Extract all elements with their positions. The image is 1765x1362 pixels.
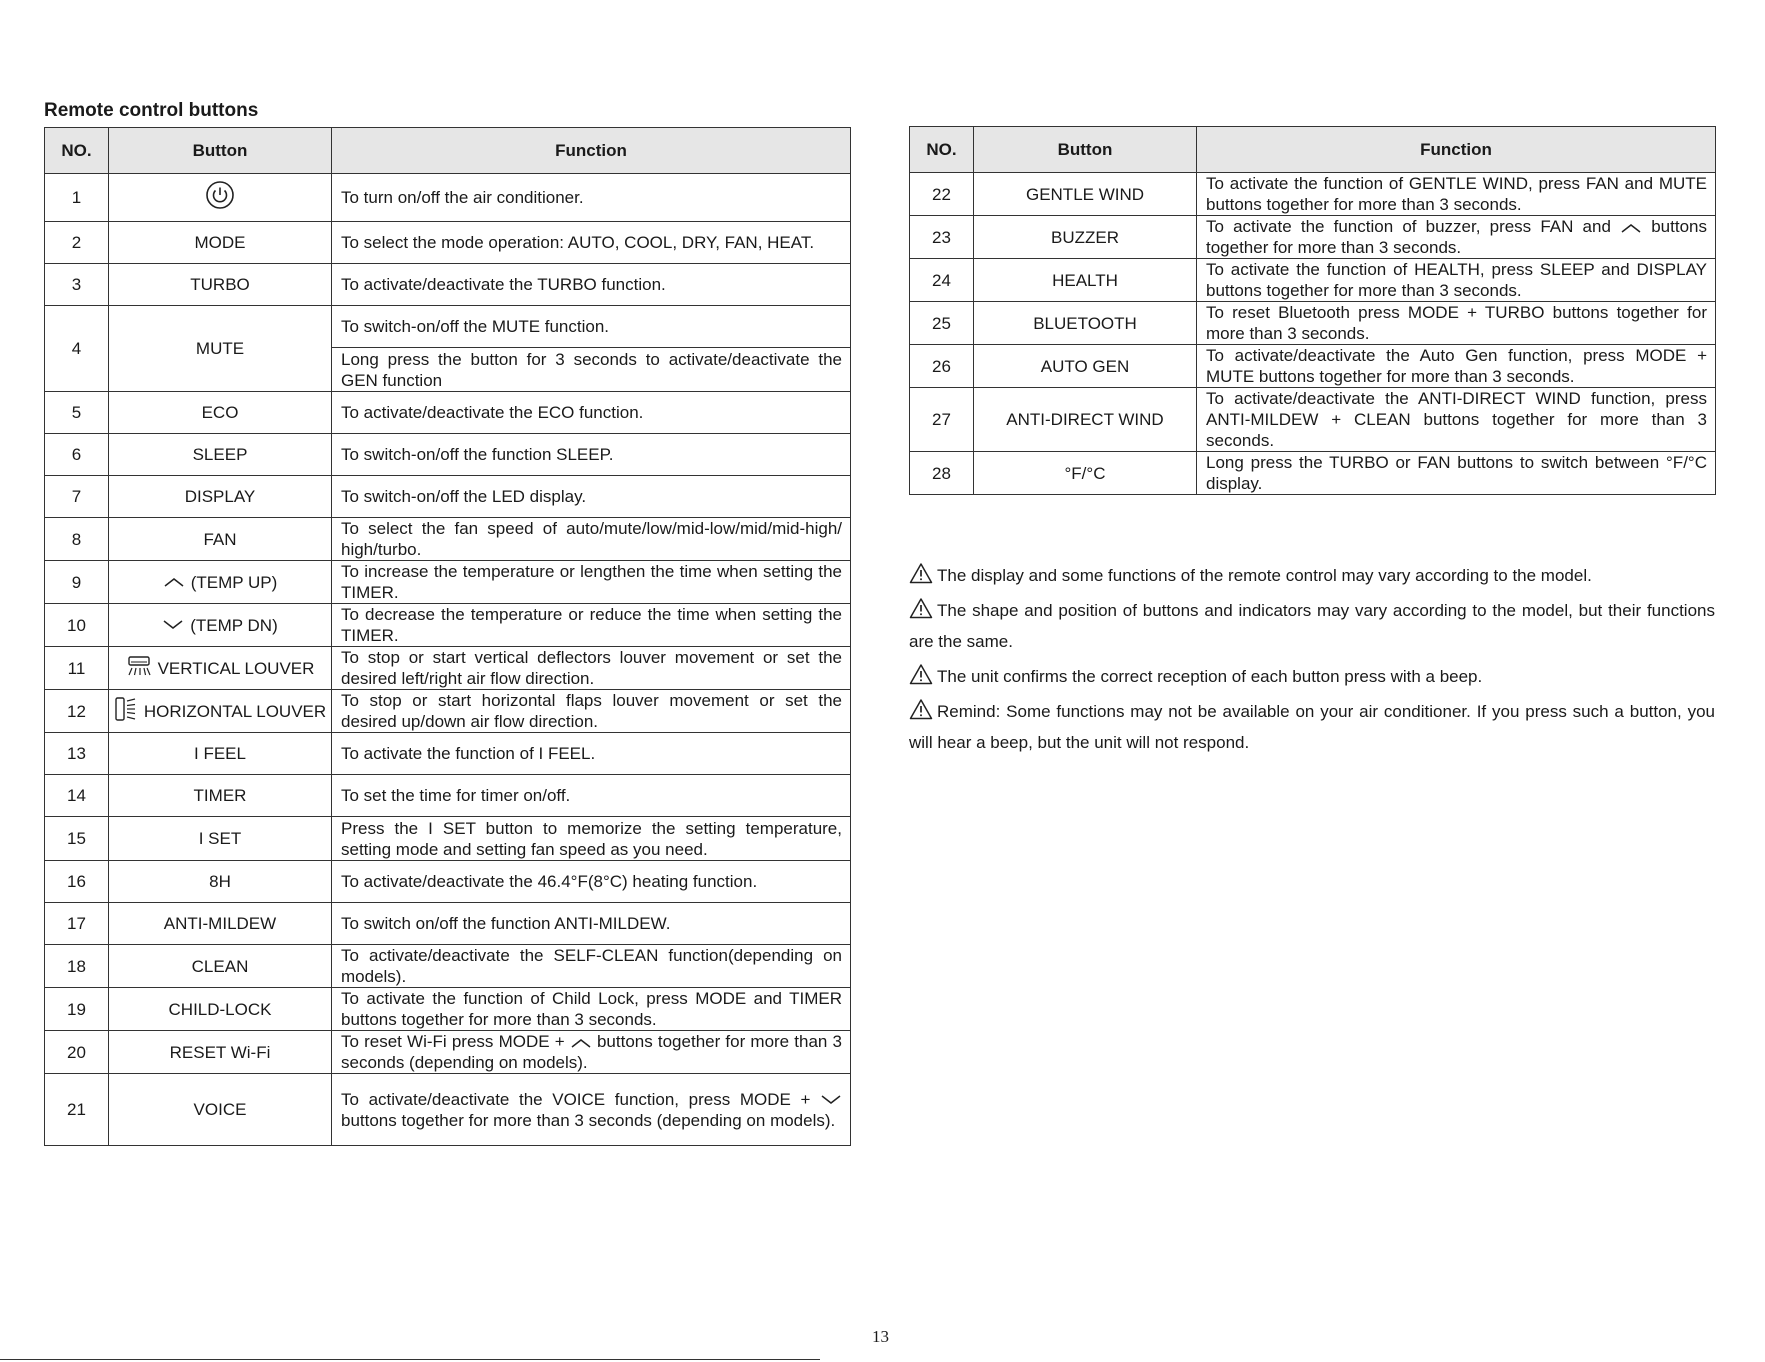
table-row <box>45 647 851 690</box>
button-name <box>109 690 332 733</box>
row-number: 23 <box>910 216 974 259</box>
table-row <box>910 259 1716 302</box>
function-description: To switch on/off the function ANTI-MILDEW. <box>332 903 851 945</box>
button-label: (TEMP DN) <box>190 616 278 635</box>
function-description: To set the time for timer on/off. <box>332 775 851 817</box>
button-name <box>109 988 332 1031</box>
button-label: ECO <box>201 403 239 423</box>
warning-icon <box>909 597 933 619</box>
warning-icon <box>909 663 933 685</box>
table-row <box>45 733 851 775</box>
row-number: 19 <box>45 988 109 1031</box>
button-name <box>109 306 332 392</box>
function-description: To reset Wi-Fi press MODE + buttons together for more than 3 seconds (depending on models). <box>332 1031 851 1074</box>
row-number: 27 <box>910 388 974 452</box>
button-name <box>109 647 332 690</box>
button-name <box>109 518 332 561</box>
table-row <box>910 345 1716 388</box>
button-name <box>109 174 332 222</box>
button-label: AUTO GEN <box>1040 357 1130 376</box>
table-row <box>45 1031 851 1074</box>
note-text: Remind: Some functions may not be available on your air conditioner. If you press such a button, you will hear a beep, but the unit will not respond. <box>909 702 1715 752</box>
table-row <box>45 604 851 647</box>
table-row <box>45 222 851 264</box>
table-row <box>45 518 851 561</box>
table-row <box>45 264 851 306</box>
table-header-row <box>45 128 851 174</box>
note-item <box>909 696 1715 758</box>
button-label: DISPLAY <box>184 487 256 507</box>
horizontal-louver-icon <box>114 696 138 727</box>
row-number: 12 <box>45 690 109 733</box>
remote-buttons-table-left <box>44 127 851 1146</box>
function-description: To activate the function of buzzer, press FAN and buttons together for more than 3 seconds. <box>1197 216 1716 259</box>
table-header-row <box>910 127 1716 173</box>
button-label: TIMER <box>193 786 247 806</box>
function-description: To activate/deactivate the VOICE function, press MODE + buttons together for more than 3 seconds (depending on models). <box>332 1074 851 1146</box>
button-label: (TEMP UP) <box>190 573 278 592</box>
row-number: 25 <box>910 302 974 345</box>
button-label: VERTICAL LOUVER <box>157 658 315 678</box>
table-row <box>910 302 1716 345</box>
note-text: The display and some functions of the remote control may vary according to the model. <box>937 566 1592 585</box>
remote-buttons-table-right <box>909 126 1716 495</box>
warning-icon <box>909 698 933 720</box>
button-name <box>109 604 332 647</box>
header-no: NO. <box>910 127 974 173</box>
function-description: Press the I SET button to memorize the setting temperature, setting mode and setting fan speed as you need. <box>332 817 851 861</box>
button-name <box>109 476 332 518</box>
table-row <box>45 903 851 945</box>
button-label: FAN <box>203 530 237 549</box>
row-number: 20 <box>45 1031 109 1074</box>
row-number: 4 <box>45 306 109 392</box>
row-number: 6 <box>45 434 109 476</box>
function-description: To select the mode operation: AUTO, COOL, DRY, FAN, HEAT. <box>332 222 851 264</box>
function-description: To increase the temperature or lengthen the time when setting the TIMER. <box>332 561 851 604</box>
note-item <box>909 595 1715 657</box>
button-name <box>974 388 1197 452</box>
row-number: 24 <box>910 259 974 302</box>
button-label: VOICE <box>193 1100 247 1120</box>
page-title: Remote control buttons <box>44 100 259 121</box>
table-row <box>45 988 851 1031</box>
button-label: GENTLE WIND <box>1025 185 1145 204</box>
function-description: To activate the function of HEALTH, press SLEEP and DISPLAY buttons together for more than 3 seconds. <box>1197 259 1716 302</box>
button-label: SLEEP <box>192 445 248 465</box>
function-description: Long press the TURBO or FAN buttons to switch between °F/°C display. <box>1197 452 1716 495</box>
row-number: 17 <box>45 903 109 945</box>
table-row <box>45 561 851 604</box>
header-button: Button <box>109 128 332 174</box>
table-row <box>910 388 1716 452</box>
function-description: To activate/deactivate the ECO function. <box>332 392 851 434</box>
button-name <box>109 222 332 264</box>
function-description: To activate/deactivate the TURBO function. <box>332 264 851 306</box>
button-label: I SET <box>198 829 242 849</box>
table-row <box>45 392 851 434</box>
button-label: CHILD-LOCK <box>168 1000 272 1019</box>
button-label: MUTE <box>195 339 245 359</box>
table-row <box>45 690 851 733</box>
note-item <box>909 661 1715 692</box>
button-label: ANTI-MILDEW <box>163 914 277 934</box>
row-number: 9 <box>45 561 109 604</box>
table-row <box>910 216 1716 259</box>
table-row <box>45 476 851 518</box>
button-label: TURBO <box>190 275 250 295</box>
row-number: 18 <box>45 945 109 988</box>
row-number: 14 <box>45 775 109 817</box>
button-label: ANTI-DIRECT WIND <box>1006 410 1164 430</box>
function-description: To activate/deactivate the 46.4°F(8°C) heating function. <box>332 861 851 903</box>
function-description: To switch-on/off the function SLEEP. <box>332 434 851 476</box>
button-name <box>109 1031 332 1074</box>
button-label: HORIZONTAL LOUVER <box>143 701 327 721</box>
chevron-up-icon <box>570 1037 592 1049</box>
table-row <box>910 173 1716 216</box>
button-name <box>109 775 332 817</box>
row-number: 16 <box>45 861 109 903</box>
row-number: 13 <box>45 733 109 775</box>
row-number: 22 <box>910 173 974 216</box>
row-number: 11 <box>45 647 109 690</box>
button-name <box>109 861 332 903</box>
row-number: 15 <box>45 817 109 861</box>
button-name <box>974 345 1197 388</box>
button-label: MODE <box>194 233 246 253</box>
row-number: 10 <box>45 604 109 647</box>
header-no: NO. <box>45 128 109 174</box>
button-name <box>109 945 332 988</box>
button-label: RESET Wi-Fi <box>169 1043 271 1062</box>
button-label: HEALTH <box>1052 271 1118 290</box>
function-description: Long press the button for 3 seconds to activate/deactivate the GEN function <box>332 348 851 392</box>
function-description: To decrease the temperature or reduce the time when setting the TIMER. <box>332 604 851 647</box>
function-description: To switch-on/off the LED display. <box>332 476 851 518</box>
row-number: 21 <box>45 1074 109 1146</box>
page-number: 13 <box>872 1327 889 1346</box>
function-description: To switch-on/off the MUTE function. <box>332 306 851 348</box>
button-name <box>109 434 332 476</box>
table-row <box>45 817 851 861</box>
note-text: The unit confirms the correct reception of each button press with a beep. <box>937 667 1483 686</box>
function-description: To activate/deactivate the SELF-CLEAN function(depending on models). <box>332 945 851 988</box>
notes <box>909 560 1715 762</box>
chevron-down-icon <box>162 615 184 636</box>
button-name <box>974 452 1197 495</box>
button-label: BUZZER <box>1051 228 1119 247</box>
chevron-down-icon <box>820 1094 842 1106</box>
row-number: 2 <box>45 222 109 264</box>
button-label: °F/°C <box>1064 464 1106 483</box>
button-name <box>974 216 1197 259</box>
row-number: 3 <box>45 264 109 306</box>
row-number: 26 <box>910 345 974 388</box>
button-label: I FEEL <box>194 744 246 764</box>
header-function: Function <box>332 128 851 174</box>
button-name <box>109 561 332 604</box>
button-name <box>109 817 332 861</box>
chevron-up-icon <box>163 572 185 593</box>
vertical-louver-icon <box>126 655 152 682</box>
table-row <box>45 434 851 476</box>
button-label: CLEAN <box>191 957 249 976</box>
button-name <box>974 173 1197 216</box>
button-name <box>109 1074 332 1146</box>
row-number: 28 <box>910 452 974 495</box>
button-name <box>109 392 332 434</box>
function-description: To stop or start horizontal flaps louver movement or set the desired up/down air flow direction. <box>332 690 851 733</box>
button-name <box>109 264 332 306</box>
function-description: To stop or start vertical deflectors louver movement or set the desired left/right air flow direction. <box>332 647 851 690</box>
function-description: To activate the function of GENTLE WIND, press FAN and MUTE buttons together for more than 3 seconds. <box>1197 173 1716 216</box>
table-row <box>45 306 851 348</box>
row-number: 8 <box>45 518 109 561</box>
note-item <box>909 560 1715 591</box>
note-text: The shape and position of buttons and indicators may vary according to the model, but their functions are the same. <box>909 601 1715 651</box>
table-row <box>45 775 851 817</box>
function-description: To activate the function of I FEEL. <box>332 733 851 775</box>
table-row <box>45 945 851 988</box>
table-row <box>45 1074 851 1146</box>
button-name <box>109 903 332 945</box>
table-row <box>910 452 1716 495</box>
row-number: 7 <box>45 476 109 518</box>
function-description: To activate/deactivate the ANTI-DIRECT WIND function, press ANTI-MILDEW + CLEAN buttons together for more than 3 seconds. <box>1197 388 1716 452</box>
button-name <box>974 302 1197 345</box>
row-number: 1 <box>45 174 109 222</box>
header-button: Button <box>974 127 1197 173</box>
function-description: To turn on/off the air conditioner. <box>332 174 851 222</box>
power-icon <box>205 180 235 215</box>
button-label: BLUETOOTH <box>1033 314 1137 333</box>
header-function: Function <box>1197 127 1716 173</box>
row-number: 5 <box>45 392 109 434</box>
table-row <box>45 861 851 903</box>
function-description: To activate/deactivate the Auto Gen function, press MODE + MUTE buttons together for more than 3 seconds. <box>1197 345 1716 388</box>
button-name <box>109 733 332 775</box>
button-name <box>974 259 1197 302</box>
warning-icon <box>909 562 933 584</box>
table-row <box>45 174 851 222</box>
chevron-up-icon <box>1620 222 1642 234</box>
function-description: To select the fan speed of auto/mute/low/mid-low/mid/mid-high/ high/turbo. <box>332 518 851 561</box>
function-description: To reset Bluetooth press MODE + TURBO buttons together for more than 3 seconds. <box>1197 302 1716 345</box>
button-label: 8H <box>209 872 231 892</box>
bottom-rule <box>0 1359 820 1360</box>
function-description: To activate the function of Child Lock, press MODE and TIMER buttons together for more than 3 seconds. <box>332 988 851 1031</box>
